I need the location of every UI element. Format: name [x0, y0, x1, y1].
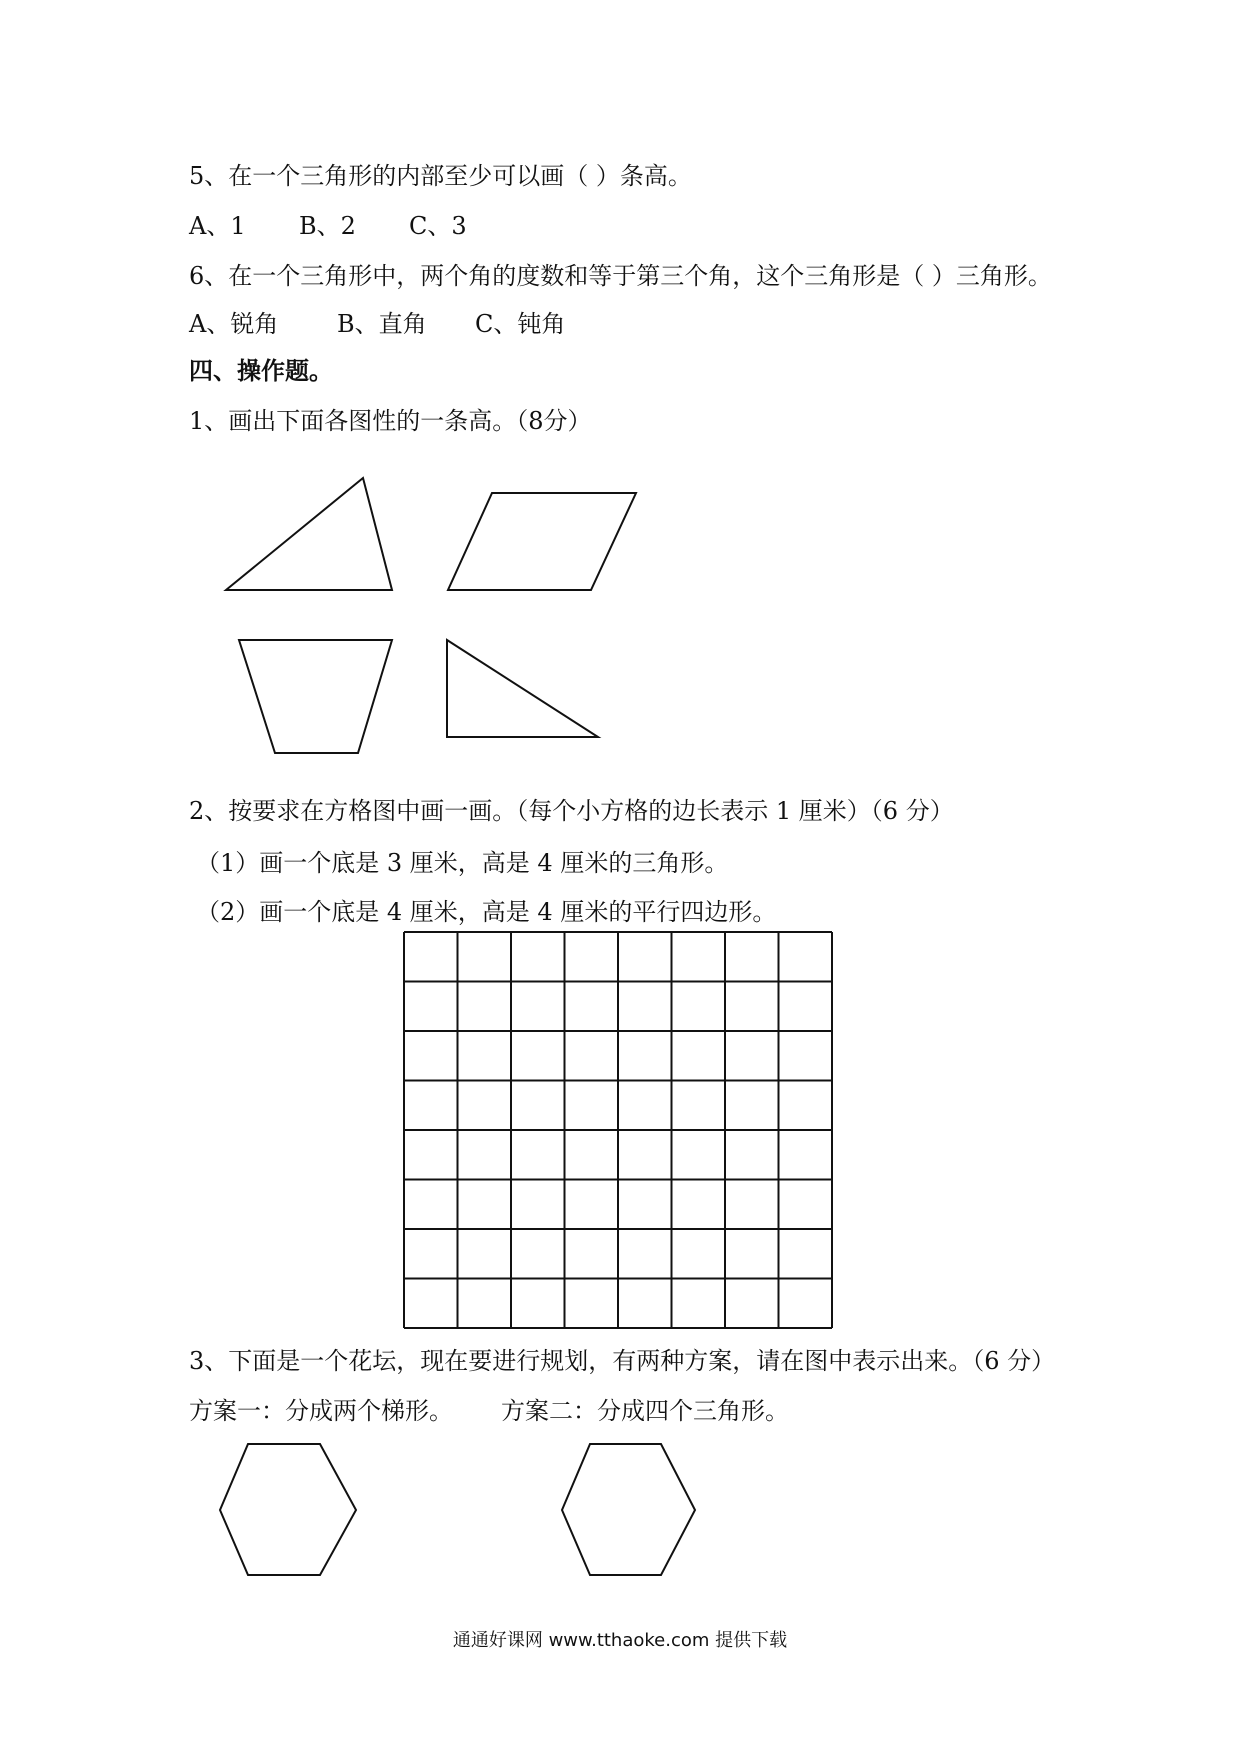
operation-2-sub-1: （1）画一个底是 3 厘米，高是 4 厘米的三角形。: [196, 849, 729, 877]
option-b: B、直角: [337, 310, 427, 338]
option-a: A、1: [189, 212, 246, 240]
question-6: 6、在一个三角形中，两个角的度数和等于第三个角，这个三角形是（ ）三角形。: [189, 262, 1052, 290]
plan-2: 方案二：分成四个三角形。: [501, 1397, 789, 1425]
hexagon-right: [562, 1444, 695, 1575]
option-a: A、锐角: [189, 310, 279, 338]
hexagon-left: [220, 1444, 356, 1575]
triangle-figure: [226, 478, 392, 590]
footer: 通通好课网 www.tthaoke.com 提供下载: [452, 1630, 788, 1651]
square-grid: [404, 932, 832, 1328]
option-c: C、3: [409, 212, 467, 240]
plan-1: 方案一：分成两个梯形。: [189, 1397, 453, 1425]
operation-3: 3、下面是一个花坛，现在要进行规划，有两种方案，请在图中表示出来。（6 分）: [189, 1347, 1056, 1375]
option-b: B、2: [299, 212, 356, 240]
section-heading: 四、操作题。: [189, 356, 333, 385]
question-5: 5、在一个三角形的内部至少可以画（ ）条高。: [189, 162, 692, 190]
trapezoid-figure: [239, 640, 392, 753]
parallelogram-figure: [448, 493, 636, 590]
operation-1: 1、画出下面各图性的一条高。（8分）: [189, 407, 592, 435]
operation-3-plans: [189, 1396, 789, 1426]
operation-2-sub-2: （2）画一个底是 4 厘米，高是 4 厘米的平行四边形。: [196, 898, 777, 926]
right-triangle-figure: [447, 640, 598, 737]
operation-2: 2、按要求在方格图中画一画。（每个小方格的边长表示 1 厘米）（6 分）: [189, 797, 954, 825]
option-c: C、钝角: [475, 310, 566, 338]
